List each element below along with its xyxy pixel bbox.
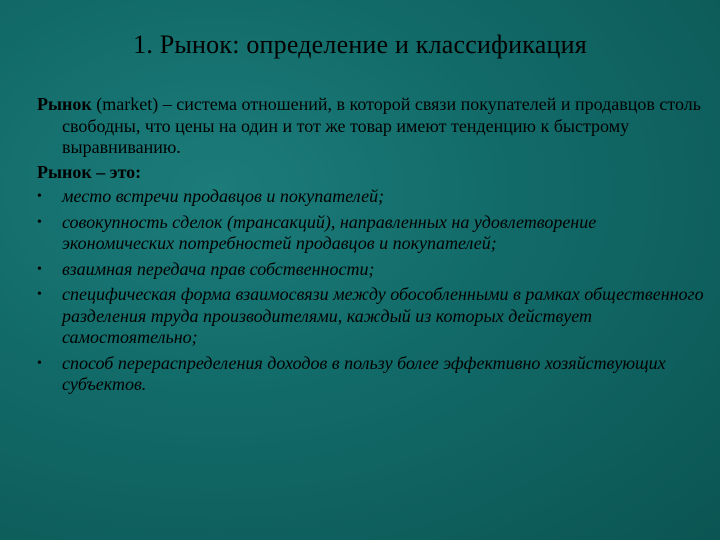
bullet-list (37, 186, 707, 396)
bullet-item (37, 284, 707, 349)
definition-text: (market) – система отношений, в которой связи покупателей и продавцов столь свободны, что цены на один и тот же товар имеют тенденцию к быстрому выравниванию. (62, 94, 701, 157)
subheading-text: Рынок – это: (37, 161, 142, 182)
definition-term: Рынок (37, 94, 92, 114)
bullet-item (37, 212, 707, 255)
bullet-icon: • (37, 214, 42, 230)
bullet-icon: • (37, 355, 42, 371)
bullet-icon: • (37, 287, 42, 302)
bullet-item (37, 259, 707, 281)
bullet-icon: • (37, 189, 42, 204)
bullet-icon: • (37, 261, 42, 277)
subheading (37, 162, 707, 184)
bullet-item (37, 353, 707, 396)
bullet-text: совокупность сделок (трансакций), направленных на удовлетворение экономических потребностей продавцов и покупателей; (62, 211, 597, 253)
slide-title: 1. Рынок: определение и классификация (133, 30, 587, 59)
bullet-text: специфическая форма взаимосвязи между обособленными в рамках общественного разделения труда производителями, каждый из которых действует самостоятельно; (62, 284, 704, 347)
definition-paragraph (37, 94, 707, 159)
bullet-text: способ перераспределения доходов в пользу более эффективно хозяйствующих субъектов. (62, 352, 666, 394)
bullet-text: взаимная передача прав собственности; (62, 258, 375, 279)
bullet-item (37, 186, 707, 208)
slide-body (37, 94, 707, 400)
bullet-text: место встречи продавцов и покупателей; (62, 186, 385, 206)
